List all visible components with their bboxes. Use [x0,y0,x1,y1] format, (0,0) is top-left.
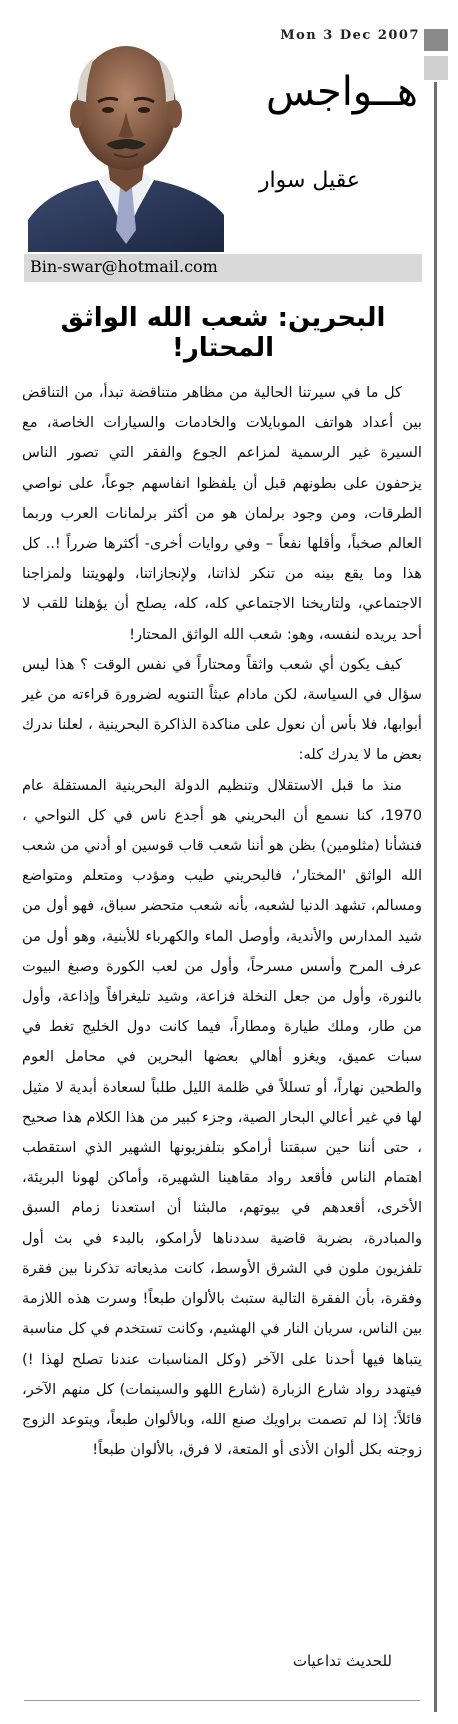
email-bar [24,254,422,282]
column-title: هــواجس [265,69,418,115]
article-headline: البحرين: شعب الله الواثق المحتار! [60,303,386,363]
article-signoff: للحديث تداعيات [292,1652,392,1670]
article-paragraph: كل ما في سيرتنا الحالية من مظاهر متناقضة تبدأ، من التناقض بين أعداد هواتف الموبايلات والخادمات والسيارات الخاصة، مع السيرة غير الرسمية لمزاعم الجوع والفقر التي تصور الناس يزحفون على بطونهم قبل أن يلفظوا انفاسهم جوعاً، على نواصي الطرقات، ومن وجود برلمان هو من أكثر برلمانات العرب وربما العالم صخباً، وأقلها نفعاً – وفي روايات أخرى- أكثرها ضرراً !.. كل هذا وما يقع بينه من تنكر لذاتنا، ولإنجازاتنا، ولهويتنا ولمزاجنا الاجتماعي، ولتاريخنا الاجتماعي كله، كله، يصلح أن يؤهلنا للقب لا أحد يريده لنفسه، وهو: شعب الله الواثق المحتار! [22,384,422,643]
bottom-rule [24,1700,420,1701]
author-name: عقيل سوار [258,168,360,193]
issue-date: Mon 3 Dec 2007 [280,28,420,43]
author-email[interactable]: Bin-swar@hotmail.com [30,257,218,276]
author-portrait [28,30,224,252]
side-rule [434,82,437,1712]
side-block-light [424,56,448,80]
side-block-dark [424,29,448,51]
article-paragraph: كيف يكون أي شعب واثقاً ومحتاراً في نفس الوقت ؟ هذا ليس سؤال في السياسة، لكن مادام عبثاً التنويه لضرورة قراءته من غير أبوابها، فلا بأس أن نعول على مناكدة الذاكرة البحرينية ، لعلنا ندرك بعض ما لا يدرك كله: [22,655,422,764]
article-paragraph: منذ ما قبل الاستقلال وتنظيم الدولة البحرينية المستقلة عام 1970، كنا نسمع أن البحريني هو أجدع ناس في كل النواحي ، فنشأنا (مثلومين) بظن هو أننا شعب قاب قوسين او أدني من شعب الله الواثق 'المختار'، فالبحريني طيب ومؤدب ومتعلم ومتواضع ومسالم، تشهد الدنيا لشعبه، بأنه شعب متحضر سباق، فهو أول من شيد المدارس والأندية، وأوصل الماء والكهرباء للأبنية، وهو أول من عرف المرح وأسس مسرحاً، وأول من لعب الكورة وصبغ البيوت بالنورة، وأول من جعل النخلة فزاعة، وشيد تليغرافاً وإذاعة، وأول من طار، وملك طيارة ومطاراً، فيما كانت دول الخليج تغط في سبات عميق، ويغزو أهالي بعضها البحرين في محامل العوم والطحين نهاراً، أو تسللاً في ظلمة الليل طلباً لسعادة أبدية لا مثيل لها في غير أعالي البحار الصية، وجزء كبير من هذا الكلام هذا صحيح ، حتى أننا حين سبقتنا أرامكو بتلفزيونها الشهير الذي استقطب اهتمام الناس فأقعد رواد مقاهينا الشهيرة، وأماكن لهونا البريئة، الأخرى، أقعدهم في بيوتهم، مالبثنا أن استعدنا زمام السبق والمبادرة، بضربة قاضية سددناها لأرامكو، بالبدء في بث أول تلفزيون ملون في الشرق الأوسط، كانت مذيعاته تذكرنا بين فقرة وفقرة، بأن الفقرة التالية ستبث بالألوان طبعاً! وسرت هذه اللازمة بين الناس، سريان النار في الهشيم، وكانت تستخدم في كل مناسبة يتباها فيها أحدنا على الآخر (وكل المناسبات عندنا تصلح لهذا !) فيتهدد رواد شارع الزبارة (شارع اللهو والسينمات) كل منهم الآخر، قائلاً: إذا لم تصمت براويك صنع الله، وبالألوان طبعاً، ويتوعد الزوج زوجته بكل ألوان الأذى أو المتعة، لا فرق، بالألوان طبعاً! [22,776,422,1459]
article-body [22,378,422,1465]
